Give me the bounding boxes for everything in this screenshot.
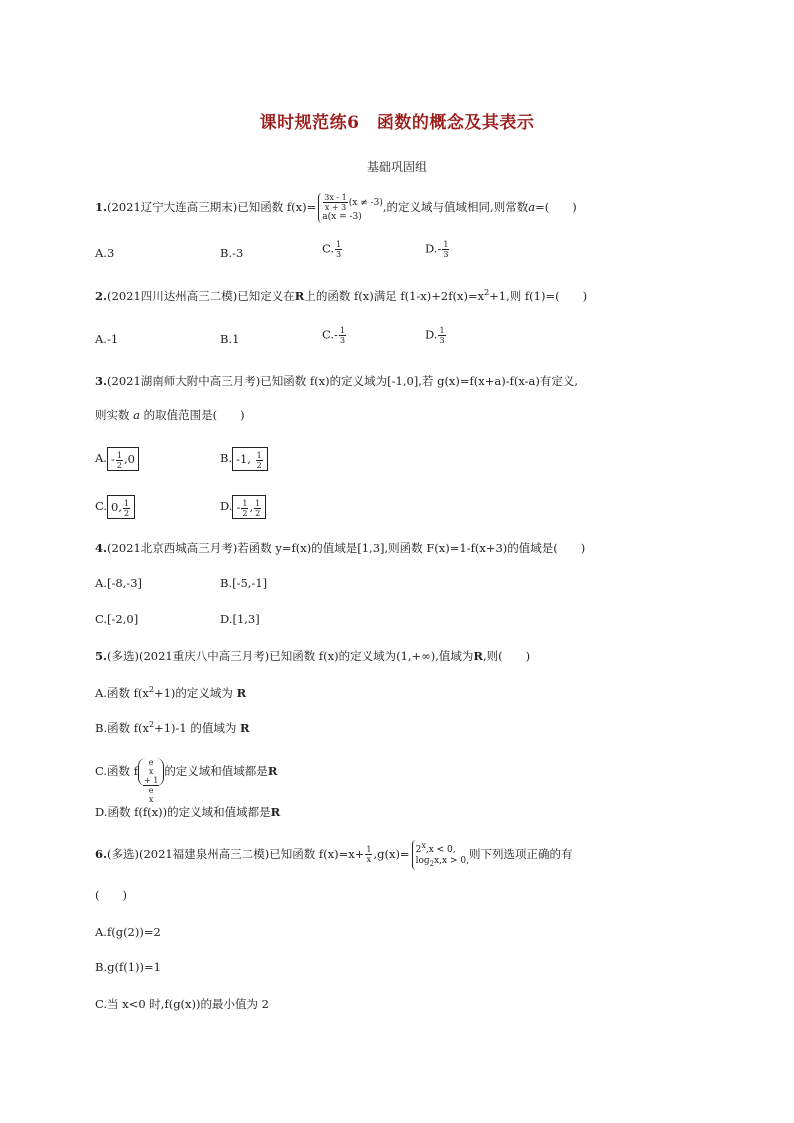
closed-interval-bracket: -1, $\frac{1}{2}$ — [232, 447, 268, 471]
q2-option-b: B.1 — [220, 332, 240, 346]
q6-option-b: B.g(f(1))=1 — [95, 960, 161, 974]
closed-interval-bracket: 0, $\frac{1}{2}$ — [107, 495, 135, 519]
q4-option-b: B.[-5,-1] — [220, 576, 268, 590]
q2-option-c: C.- $\frac{1}{3}$ — [322, 326, 346, 345]
q5-option-b: B.函数 $f(x^2+1)-1$ 的值域为 R — [95, 720, 250, 735]
q4-option-a: A.[-8,-3] — [95, 576, 142, 590]
q3-option-d: D. - $\frac{1}{2}$ , $\frac{1}{2}$ — [220, 495, 266, 519]
q5-option-a: A.函数 $f(x^2+1)$的定义域为 R — [95, 685, 247, 700]
q3-option-a: A. - $\frac{1}{2}$ ,0 — [95, 447, 139, 471]
section-subtitle: 基础巩固组 — [366, 160, 427, 174]
q2-option-a: A.-1 — [95, 332, 119, 346]
paren-group: e x + 1 e x — [138, 758, 164, 786]
q1-option-c: C. $\frac{1}{3}$ — [322, 240, 342, 259]
piecewise-brace: 2x,x < 0, $\log_2x,x > 0$, — [412, 840, 469, 870]
q1-option-d: D.- $\frac{1}{3}$ — [425, 240, 449, 259]
closed-interval-bracket: - $\frac{1}{2}$ , $\frac{1}{2}$ — [232, 495, 266, 519]
q5-option-c: C.函数 f e x + 1 e x 的定义域和值域都是R — [95, 758, 278, 804]
q3-option-c: C. 0, $\frac{1}{2}$ — [95, 495, 135, 519]
q4-option-c: C.[-2,0] — [95, 612, 139, 626]
closed-interval-bracket: - $\frac{1}{2}$ ,0 — [107, 447, 139, 471]
question-4: 4.(2021北京西城高三月考)若函数 y=f(x)的值域是[1,3],则函数 F(x)=1-f(x+3)的值域是( ) — [95, 541, 586, 555]
page-title: 课时规范练6 函数的概念及其表示 — [259, 113, 535, 133]
q6-option-a: A.f(g(2))=2 — [95, 925, 161, 939]
q4-option-d: D.[1,3] — [220, 612, 260, 626]
q2-option-d: D. $\frac{1}{3}$ — [425, 326, 445, 345]
q3-option-b: B. -1, $\frac{1}{2}$ — [220, 447, 268, 471]
question-5: 5.(多选)(2021重庆八中高三月考)已知函数 f(x)的定义域为(1,+∞),值域为R,则( ) — [95, 649, 531, 663]
question-3-line1: 3.(2021湖南师大附中高三月考)已知函数 f(x)的定义域为[-1,0],若 g(x)=f(x+a)-f(x-a)有定义, — [95, 374, 579, 388]
q6-paren: ( ) — [95, 888, 127, 902]
q6-option-c: C.当 x<0 时,f(g(x))的最小值为 2 — [95, 997, 269, 1011]
piecewise-brace: $\frac{3x - 1}{x + 3}$ (x ≠ -3) a(x = -3) — [318, 193, 383, 223]
question-3-line2: 则实数 a 的取值范围是( ) — [95, 408, 245, 422]
question-1: 1.(2021辽宁大连高三期末)已知函数 f(x)= $\frac{3x - 1}{x + 3}$ (x ≠ -3) a(x = -3),的定义域与值域相同,则常数a=( ) — [95, 193, 577, 222]
question-6: 6.(多选)(2021福建泉州高三二模)已知函数 f(x)=x+ $\frac{1}{x}$ ,g(x)= 2x,x < 0, $\log_2x,x > 0$,则下列选项正确的有 — [95, 841, 573, 868]
q5-option-d: D.函数 f(f(x))的定义域和值域都是R — [95, 805, 281, 819]
question-2: 2.(2021四川达州高三二模)已知定义在R上的函数 f(x)满足 $f(1-x)+2f(x)=x^2+1$,则 f(1)=( ) — [95, 288, 588, 303]
q1-option-b: B.-3 — [220, 246, 244, 260]
q1-option-a: A.3 — [95, 246, 115, 260]
